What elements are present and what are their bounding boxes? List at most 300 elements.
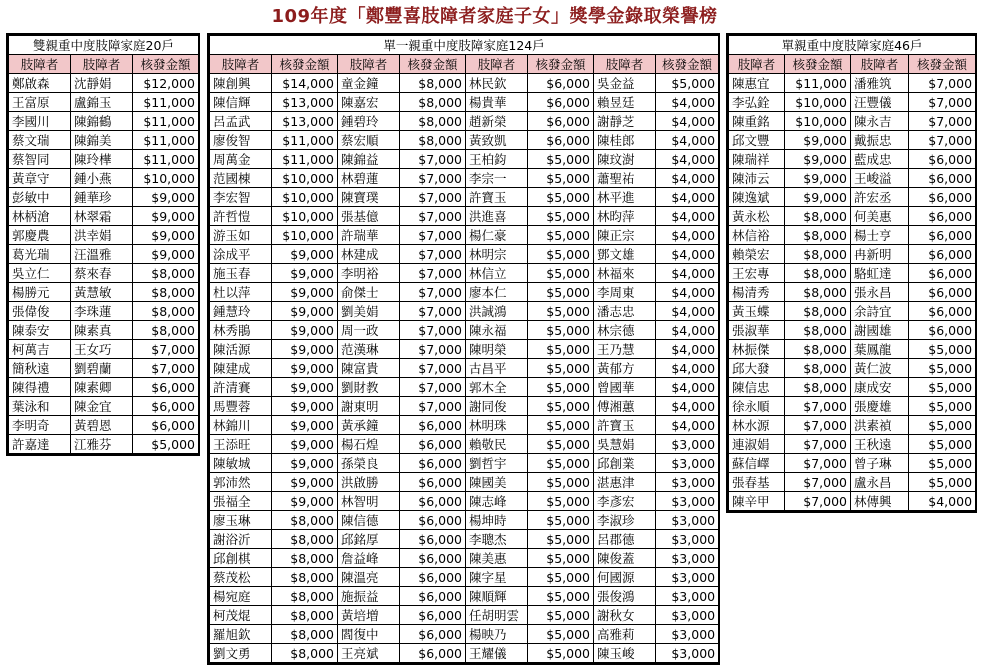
table-row (210, 340, 719, 359)
amount-cell: $6,000 (400, 530, 466, 549)
table-row (210, 568, 719, 587)
column-header: 核發金額 (656, 55, 719, 74)
name-cell: 張淑華 (729, 321, 785, 340)
table-row (9, 188, 199, 207)
name-cell: 蔡智同 (9, 150, 71, 169)
page-title: 109年度「鄭豐喜肢障者家庭子女」獎學金錄取榮譽榜 (271, 6, 718, 27)
name-cell: 徐永順 (729, 397, 785, 416)
name-cell: 陳信輝 (210, 93, 272, 112)
amount-cell: $10,000 (785, 93, 851, 112)
amount-cell: $5,000 (909, 359, 976, 378)
table-row (210, 378, 719, 397)
name-cell: 王乃慧 (594, 340, 656, 359)
amount-cell: $7,000 (400, 188, 466, 207)
amount-cell: $5,000 (528, 530, 594, 549)
table-row (9, 302, 199, 321)
table-row (9, 169, 199, 188)
name-cell: 吳金益 (594, 74, 656, 93)
name-cell: 葉鳳龍 (851, 340, 909, 359)
name-cell: 戴振忠 (851, 131, 909, 150)
name-cell: 林昀萍 (594, 207, 656, 226)
amount-cell: $8,000 (133, 264, 199, 283)
name-cell: 林信裕 (729, 226, 785, 245)
table-row (210, 416, 719, 435)
amount-cell: $6,000 (400, 416, 466, 435)
table-row (210, 245, 719, 264)
amount-cell: $8,000 (133, 283, 199, 302)
column-header: 肢障者 (466, 55, 528, 74)
amount-cell: $10,000 (133, 169, 199, 188)
amount-cell: $9,000 (272, 359, 338, 378)
name-cell: 陳桂郎 (594, 131, 656, 150)
name-cell: 俞傑士 (338, 283, 400, 302)
name-cell: 陳素卿 (71, 378, 133, 397)
name-cell: 陳創興 (210, 74, 272, 93)
name-cell: 黃永松 (729, 207, 785, 226)
table-row (210, 435, 719, 454)
name-cell: 謝同俊 (466, 397, 528, 416)
name-cell: 范國棟 (210, 169, 272, 188)
name-cell: 李淑珍 (594, 511, 656, 530)
name-cell: 王宏專 (729, 264, 785, 283)
amount-cell: $11,000 (272, 131, 338, 150)
name-cell: 洪進喜 (466, 207, 528, 226)
name-cell: 賴敬民 (466, 435, 528, 454)
amount-cell: $7,000 (400, 340, 466, 359)
amount-cell: $7,000 (400, 397, 466, 416)
table-row (729, 302, 976, 321)
header-row (9, 55, 199, 74)
name-cell: 連淑娟 (729, 435, 785, 454)
name-cell: 李國川 (9, 112, 71, 131)
name-cell: 廖本仁 (466, 283, 528, 302)
table-row (729, 245, 976, 264)
name-cell: 楊映乃 (466, 625, 528, 644)
name-cell: 汪豐儀 (851, 93, 909, 112)
amount-cell: $6,000 (528, 131, 594, 150)
table-row (210, 188, 719, 207)
amount-cell: $9,000 (272, 454, 338, 473)
table-row (210, 169, 719, 188)
column-header: 肢障者 (594, 55, 656, 74)
name-cell: 張春基 (729, 473, 785, 492)
header-row (210, 55, 719, 74)
table-row (9, 150, 199, 169)
table-row (9, 359, 199, 378)
name-cell: 蕭聖祐 (594, 169, 656, 188)
name-cell: 林平進 (594, 188, 656, 207)
amount-cell: $8,000 (785, 340, 851, 359)
name-cell: 施玉春 (210, 264, 272, 283)
name-cell: 林建成 (338, 245, 400, 264)
name-cell: 廖俊智 (210, 131, 272, 150)
name-cell: 潘志忠 (594, 302, 656, 321)
name-cell: 陳玟澍 (594, 150, 656, 169)
name-cell: 林明珠 (466, 416, 528, 435)
amount-cell: $4,000 (656, 112, 719, 131)
amount-cell: $5,000 (528, 625, 594, 644)
name-cell: 洪誠鴻 (466, 302, 528, 321)
name-cell: 許嘉達 (9, 435, 71, 454)
name-cell: 郭木全 (466, 378, 528, 397)
name-cell: 許寶玉 (466, 188, 528, 207)
table-title: 單親重中度肢障家庭46戶 (729, 36, 976, 55)
amount-cell: $8,000 (133, 321, 199, 340)
single-parent-disabled-table (207, 33, 720, 665)
amount-cell: $9,000 (785, 188, 851, 207)
double-parent-table (6, 33, 200, 456)
name-cell: 施振益 (338, 587, 400, 606)
amount-cell: $5,000 (528, 568, 594, 587)
amount-cell: $6,000 (909, 188, 976, 207)
column-header: 核發金額 (272, 55, 338, 74)
amount-cell: $4,000 (656, 359, 719, 378)
amount-cell: $6,000 (528, 112, 594, 131)
name-cell: 李明裕 (338, 264, 400, 283)
name-cell: 黃仁波 (851, 359, 909, 378)
name-cell: 許瑞華 (338, 226, 400, 245)
name-cell: 陳沛云 (729, 169, 785, 188)
name-cell: 冉新明 (851, 245, 909, 264)
amount-cell: $5,000 (909, 340, 976, 359)
name-cell: 楊士亨 (851, 226, 909, 245)
single-parent-family-table (726, 33, 977, 513)
amount-cell: $7,000 (133, 340, 199, 359)
amount-cell: $9,000 (272, 264, 338, 283)
amount-cell: $11,000 (133, 131, 199, 150)
amount-cell: $5,000 (528, 359, 594, 378)
name-cell: 古昌平 (466, 359, 528, 378)
amount-cell: $9,000 (272, 321, 338, 340)
name-cell: 黃致凱 (466, 131, 528, 150)
name-cell: 楊勝元 (9, 283, 71, 302)
amount-cell: $7,000 (400, 378, 466, 397)
name-cell: 王秋遠 (851, 435, 909, 454)
table-row (729, 188, 976, 207)
table-row (729, 435, 976, 454)
amount-cell: $4,000 (656, 150, 719, 169)
amount-cell: $6,000 (400, 473, 466, 492)
name-cell: 周一政 (338, 321, 400, 340)
table-row (210, 359, 719, 378)
amount-cell: $9,000 (272, 340, 338, 359)
amount-cell: $7,000 (400, 321, 466, 340)
amount-cell: $5,000 (528, 492, 594, 511)
amount-cell: $6,000 (528, 74, 594, 93)
table-row (9, 207, 199, 226)
table-row (9, 435, 199, 454)
name-cell: 陳溫亮 (338, 568, 400, 587)
name-cell: 余詩宜 (851, 302, 909, 321)
name-cell: 楊貴華 (466, 93, 528, 112)
amount-cell: $11,000 (133, 112, 199, 131)
name-cell: 林明宗 (466, 245, 528, 264)
double-grid (8, 35, 199, 454)
table-row (729, 93, 976, 112)
name-cell: 劉碧蘭 (71, 359, 133, 378)
name-cell: 黃玉蝶 (729, 302, 785, 321)
name-cell: 鍾慧玲 (210, 302, 272, 321)
name-cell: 郭沛然 (210, 473, 272, 492)
amount-cell: $5,000 (528, 150, 594, 169)
name-cell: 許清賽 (210, 378, 272, 397)
amount-cell: $6,000 (400, 435, 466, 454)
amount-cell: $7,000 (909, 74, 976, 93)
table-row (210, 321, 719, 340)
table-row (210, 226, 719, 245)
name-cell: 陳錦美 (71, 131, 133, 150)
name-cell: 閻復中 (338, 625, 400, 644)
table-row (729, 378, 976, 397)
name-cell: 簡秋遠 (9, 359, 71, 378)
name-cell: 邱大發 (729, 359, 785, 378)
name-cell: 陳錦益 (338, 150, 400, 169)
name-cell: 蔡茂松 (210, 568, 272, 587)
amount-cell: $8,000 (272, 530, 338, 549)
name-cell: 林振傑 (729, 340, 785, 359)
name-cell: 楊坤時 (466, 511, 528, 530)
amount-cell: $5,000 (909, 378, 976, 397)
name-cell: 洪幸娟 (71, 226, 133, 245)
name-cell: 彭敏中 (9, 188, 71, 207)
name-cell: 林秀鵑 (210, 321, 272, 340)
name-cell: 陳信德 (338, 511, 400, 530)
amount-cell: $6,000 (400, 568, 466, 587)
name-cell: 林智明 (338, 492, 400, 511)
amount-cell: $8,000 (785, 207, 851, 226)
name-cell: 范漢琳 (338, 340, 400, 359)
amount-cell: $6,000 (909, 264, 976, 283)
amount-cell: $5,000 (909, 435, 976, 454)
amount-cell: $4,000 (656, 207, 719, 226)
amount-cell: $5,000 (528, 169, 594, 188)
name-cell: 洪素禎 (851, 416, 909, 435)
column-header: 肢障者 (210, 55, 272, 74)
amount-cell: $5,000 (528, 321, 594, 340)
name-cell: 李弘銓 (729, 93, 785, 112)
name-cell: 李聰杰 (466, 530, 528, 549)
name-cell: 涂成平 (210, 245, 272, 264)
name-cell: 陳泰安 (9, 321, 71, 340)
name-cell: 陳重銘 (729, 112, 785, 131)
amount-cell: $5,000 (528, 587, 594, 606)
amount-cell: $3,000 (656, 511, 719, 530)
name-cell: 林碧蓮 (338, 169, 400, 188)
table-row (210, 454, 719, 473)
amount-cell: $9,000 (272, 302, 338, 321)
name-cell: 葛光瑞 (9, 245, 71, 264)
amount-cell: $5,000 (528, 207, 594, 226)
amount-cell: $5,000 (528, 644, 594, 663)
amount-cell: $5,000 (528, 435, 594, 454)
name-cell: 林錦川 (210, 416, 272, 435)
name-cell: 李宗一 (466, 169, 528, 188)
name-cell: 傅湘蕙 (594, 397, 656, 416)
amount-cell: $4,000 (656, 397, 719, 416)
name-cell: 劉財教 (338, 378, 400, 397)
name-cell: 駱虹達 (851, 264, 909, 283)
amount-cell: $7,000 (400, 359, 466, 378)
name-cell: 林翠霜 (71, 207, 133, 226)
amount-cell: $9,000 (272, 416, 338, 435)
amount-cell: $11,000 (272, 150, 338, 169)
amount-cell: $6,000 (909, 226, 976, 245)
amount-cell: $6,000 (909, 150, 976, 169)
amount-cell: $8,000 (272, 625, 338, 644)
name-cell: 陳富貴 (338, 359, 400, 378)
amount-cell: $8,000 (785, 378, 851, 397)
name-cell: 陳國美 (466, 473, 528, 492)
table-row (210, 93, 719, 112)
amount-cell: $7,000 (785, 492, 851, 511)
amount-cell: $9,000 (133, 188, 199, 207)
column-header: 核發金額 (909, 55, 976, 74)
name-cell: 汪溫雅 (71, 245, 133, 264)
name-cell: 鍾華珍 (71, 188, 133, 207)
amount-cell: $6,000 (909, 207, 976, 226)
name-cell: 林傳興 (851, 492, 909, 511)
amount-cell: $13,000 (272, 93, 338, 112)
amount-cell: $5,000 (528, 454, 594, 473)
name-cell: 鄧文雄 (594, 245, 656, 264)
amount-cell: $5,000 (528, 340, 594, 359)
amount-cell: $8,000 (785, 226, 851, 245)
amount-cell: $7,000 (909, 112, 976, 131)
amount-cell: $3,000 (656, 625, 719, 644)
name-cell: 陳得禮 (9, 378, 71, 397)
table-row (729, 492, 976, 511)
table-row (729, 473, 976, 492)
amount-cell: $5,000 (528, 549, 594, 568)
table-row (729, 264, 976, 283)
name-cell: 邱銘厚 (338, 530, 400, 549)
name-cell: 王柏鈞 (466, 150, 528, 169)
table-row (9, 340, 199, 359)
amount-cell: $5,000 (909, 397, 976, 416)
table-row (9, 112, 199, 131)
amount-cell: $6,000 (133, 416, 199, 435)
table-row (210, 473, 719, 492)
table-row (210, 606, 719, 625)
name-cell: 任胡明雲 (466, 606, 528, 625)
column-header: 核發金額 (528, 55, 594, 74)
amount-cell: $9,000 (272, 245, 338, 264)
table-row (9, 93, 199, 112)
amount-cell: $9,000 (785, 150, 851, 169)
amount-cell: $6,000 (400, 644, 466, 663)
amount-cell: $5,000 (528, 416, 594, 435)
table-row (729, 207, 976, 226)
table-row (9, 321, 199, 340)
amount-cell: $5,000 (133, 435, 199, 454)
name-cell: 吳立仁 (9, 264, 71, 283)
table-row (9, 397, 199, 416)
name-cell: 陳建成 (210, 359, 272, 378)
amount-cell: $6,000 (528, 93, 594, 112)
amount-cell: $8,000 (400, 112, 466, 131)
name-cell: 邱創業 (594, 454, 656, 473)
table-row (729, 340, 976, 359)
table-row (729, 283, 976, 302)
name-cell: 陳順輝 (466, 587, 528, 606)
name-cell: 盧永昌 (851, 473, 909, 492)
name-cell: 許寶玉 (594, 416, 656, 435)
amount-cell: $5,000 (528, 188, 594, 207)
name-cell: 陳嘉宏 (338, 93, 400, 112)
amount-cell: $3,000 (656, 587, 719, 606)
table-row (210, 207, 719, 226)
amount-cell: $3,000 (656, 454, 719, 473)
amount-cell: $8,000 (785, 264, 851, 283)
name-cell: 陳俊蓋 (594, 549, 656, 568)
name-cell: 邱文豐 (729, 131, 785, 150)
amount-cell: $6,000 (400, 492, 466, 511)
name-cell: 林水源 (729, 416, 785, 435)
amount-cell: $7,000 (909, 93, 976, 112)
name-cell: 賴昱廷 (594, 93, 656, 112)
name-cell: 柯茂焜 (210, 606, 272, 625)
name-cell: 張永昌 (851, 283, 909, 302)
amount-cell: $9,000 (133, 245, 199, 264)
table-row (9, 378, 199, 397)
amount-cell: $11,000 (133, 150, 199, 169)
amount-cell: $8,000 (785, 245, 851, 264)
amount-cell: $11,000 (133, 93, 199, 112)
name-cell: 謝東明 (338, 397, 400, 416)
amount-cell: $8,000 (785, 302, 851, 321)
amount-cell: $10,000 (272, 169, 338, 188)
column-header: 肢障者 (71, 55, 133, 74)
name-cell: 黃郁方 (594, 359, 656, 378)
name-cell: 馬豐蓉 (210, 397, 272, 416)
amount-cell: $8,000 (400, 93, 466, 112)
amount-cell: $8,000 (272, 606, 338, 625)
amount-cell: $5,000 (528, 473, 594, 492)
amount-cell: $10,000 (785, 112, 851, 131)
table-row (210, 302, 719, 321)
amount-cell: $6,000 (400, 587, 466, 606)
amount-cell: $4,000 (656, 245, 719, 264)
column-header: 肢障者 (729, 55, 785, 74)
name-cell: 蘇信嶧 (729, 454, 785, 473)
amount-cell: $4,000 (656, 188, 719, 207)
table-row (210, 492, 719, 511)
name-cell: 陳寶璞 (338, 188, 400, 207)
amount-cell: $7,000 (400, 226, 466, 245)
name-cell: 謝靜芝 (594, 112, 656, 131)
amount-cell: $12,000 (133, 74, 199, 93)
header-row (729, 55, 976, 74)
amount-cell: $4,000 (656, 321, 719, 340)
amount-cell: $6,000 (909, 283, 976, 302)
amount-cell: $5,000 (909, 416, 976, 435)
amount-cell: $10,000 (272, 226, 338, 245)
amount-cell: $6,000 (909, 321, 976, 340)
amount-cell: $4,000 (656, 302, 719, 321)
table-row (9, 245, 199, 264)
table-row (9, 226, 199, 245)
amount-cell: $5,000 (909, 473, 976, 492)
name-cell: 李彥宏 (594, 492, 656, 511)
table-row (729, 112, 976, 131)
amount-cell: $3,000 (656, 492, 719, 511)
amount-cell: $4,000 (656, 226, 719, 245)
name-cell: 杜以萍 (210, 283, 272, 302)
name-cell: 柯萬吉 (9, 340, 71, 359)
name-cell: 劉美娟 (338, 302, 400, 321)
amount-cell: $7,000 (785, 416, 851, 435)
amount-cell: $8,000 (400, 74, 466, 93)
